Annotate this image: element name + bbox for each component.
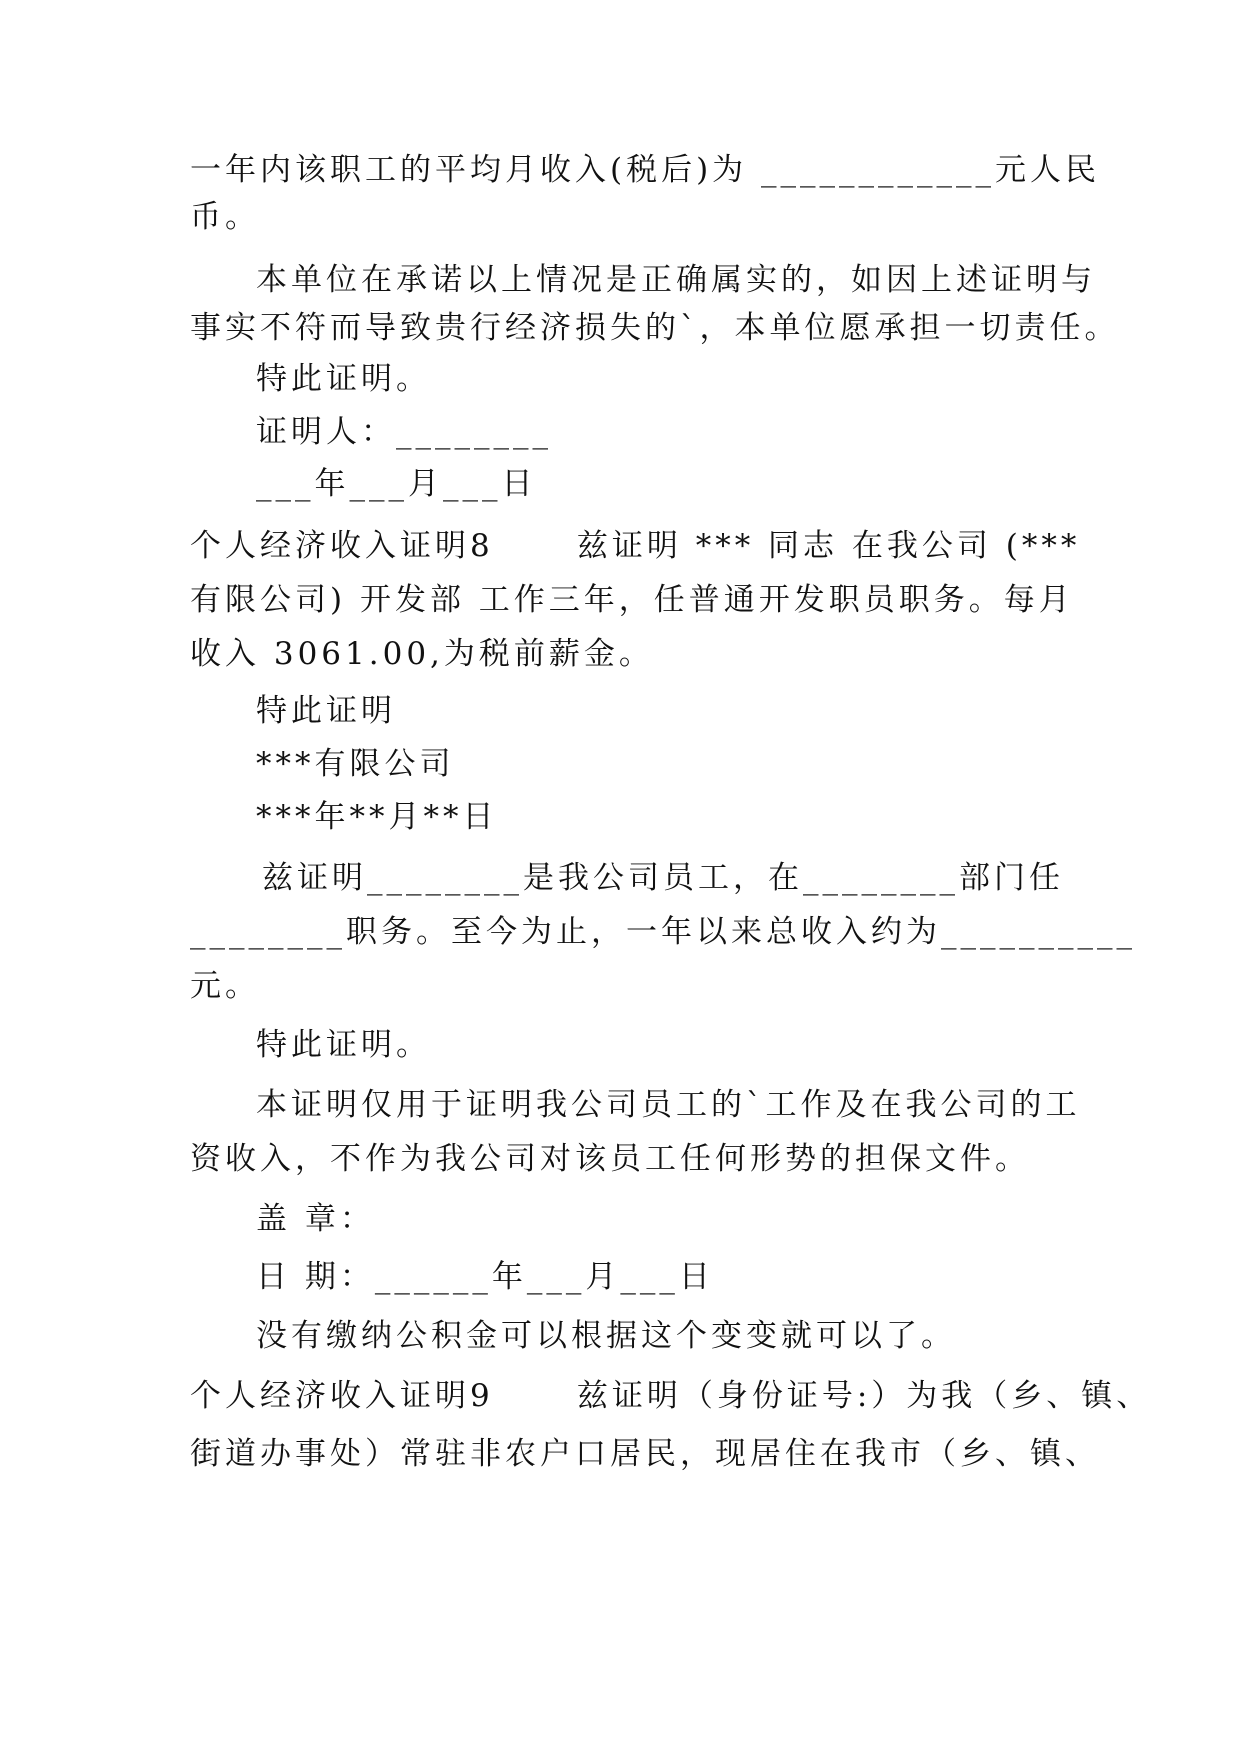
text-line-6: 证明人：________ [256, 414, 552, 450]
text-line-23: 个人经济收入证明9 兹证明（身份证号:）为我（乡、镇、 [190, 1378, 1152, 1414]
text-line-10: 收入 3061.00,为税前薪金。 [190, 636, 654, 672]
text-line-12: ***有限公司 [256, 746, 455, 782]
text-line-8: 个人经济收入证明8 兹证明 *** 同志 在我公司 (*** [190, 528, 1081, 564]
text-line-18: 本证明仅用于证明我公司员工的`工作及在我公司的工 [256, 1087, 1081, 1123]
text-line-4: 事实不符而导致贵行经济损失的`，本单位愿承担一切责任。 [190, 310, 1120, 346]
text-line-19: 资收入，不作为我公司对该员工任何形势的担保文件。 [190, 1141, 1030, 1177]
text-line-11: 特此证明 [256, 693, 396, 729]
text-line-2: 币。 [190, 199, 260, 235]
text-line-7: ___年___月___日 [256, 466, 537, 502]
text-line-1: 一年内该职工的平均月收入(税后)为 ____________元人民 [190, 152, 1101, 188]
text-line-24: 街道办事处）常驻非农户口居民，现居住在我市（乡、镇、 [190, 1436, 1100, 1472]
text-line-22: 没有缴纳公积金可以根据这个变变就可以了。 [256, 1318, 956, 1354]
text-line-13: ***年**月**日 [256, 799, 498, 835]
text-line-5: 特此证明。 [256, 361, 431, 397]
text-line-14: 兹证明________是我公司员工，在________部门任 [262, 860, 1064, 896]
text-line-9: 有限公司) 开发部 工作三年，任普通开发职员职务。每月 [190, 582, 1074, 618]
text-line-20: 盖 章： [256, 1201, 375, 1237]
text-line-21: 日 期：______年___月___日 [256, 1259, 714, 1295]
text-line-3: 本单位在承诺以上情况是正确属实的，如因上述证明与 [256, 262, 1096, 298]
text-line-17: 特此证明。 [256, 1027, 431, 1063]
text-line-15: ________职务。至今为止，一年以来总收入约为__________ [190, 914, 1136, 950]
text-line-16: 元。 [190, 968, 260, 1004]
